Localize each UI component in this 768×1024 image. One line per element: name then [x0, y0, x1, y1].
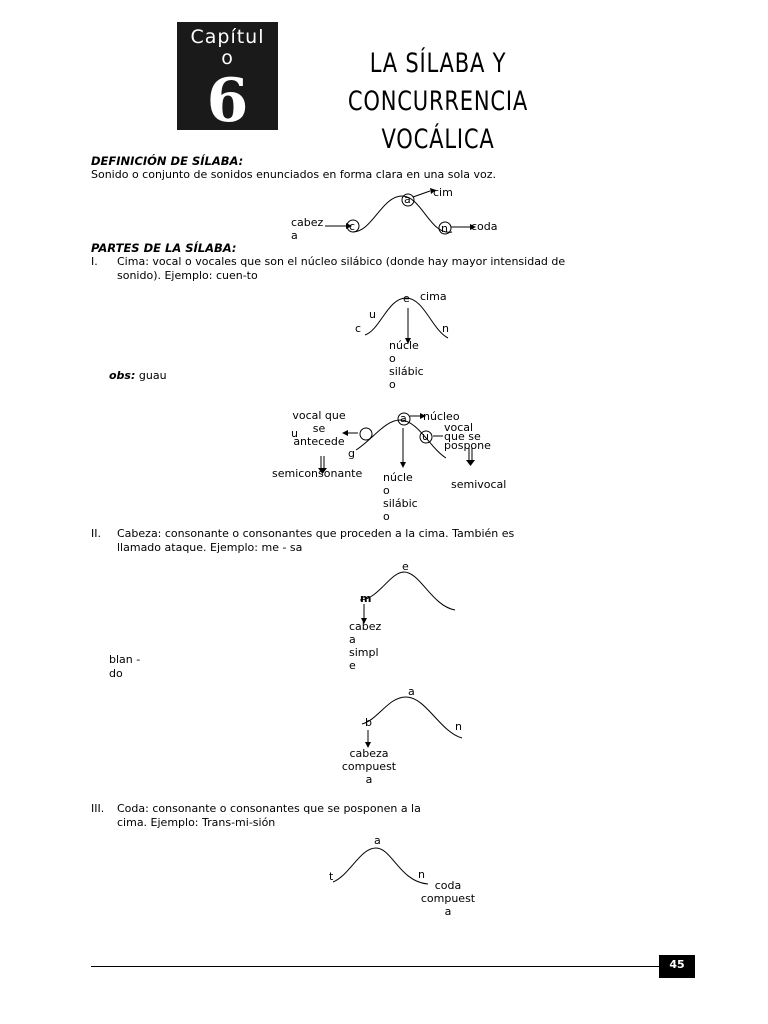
mesa-e: e [402, 560, 409, 573]
guau-a: a [400, 412, 407, 425]
chapter-number: 6 [206, 66, 249, 136]
trans-t: t [329, 870, 334, 883]
guau-u-right: u [422, 430, 429, 443]
label-cima: cim [433, 186, 453, 199]
guau-semivocal: semivocal [451, 478, 507, 491]
trans-curve [333, 848, 428, 884]
guau-semiconsonante: semiconsonante [272, 467, 363, 480]
cima-label: cima [420, 290, 447, 303]
guau-u-left: u [291, 427, 298, 440]
mesa-cabeza: cabez a simpl e [349, 620, 382, 672]
label-coda: coda [471, 220, 498, 233]
item-number: III. [91, 802, 105, 815]
item-text-coda: Coda: consonante o consonantes que se posponen a la cima. Ejemplo: Trans-mi-sión [117, 802, 421, 829]
label-a: a [404, 193, 411, 206]
item-number: I. [91, 255, 98, 268]
mesa-m: m [360, 592, 372, 605]
trans-coda: coda compuest a [420, 879, 476, 918]
blando-a: a [408, 685, 415, 698]
item-text-cabeza: Cabeza: consonante o consonantes que proceden a la cima. También es llamado ataque. Ejemplo: me - sa [117, 527, 515, 554]
parts-heading: PARTES DE LA SÍLABA: [91, 241, 237, 255]
cima-u: u [369, 308, 376, 321]
item-number: II. [91, 527, 101, 540]
mesa-curve [360, 572, 455, 610]
label-n: n [441, 222, 448, 235]
definition-heading: DEFINICIÓN DE SÍLABA: [91, 154, 244, 168]
blando-example: blan - do [109, 653, 141, 680]
cima-n: n [442, 322, 449, 335]
blando-cabeza: cabeza compuest a [341, 747, 397, 786]
trans-a: a [374, 834, 381, 847]
label-c: c [349, 220, 356, 233]
guau-nucleo-top: núcleo [423, 410, 460, 423]
item-text-cima: Cima: vocal o vocales que son el núcleo silábico (donde hay mayor intensidad de sonido). Ejemplo: cuen-to [117, 255, 566, 282]
blando-curve [362, 697, 462, 738]
blando-n: n [455, 720, 462, 733]
guau-nucleo-bottom: núcle o silábic o [383, 471, 418, 523]
cima-nucleo: núcle o silábic o [389, 339, 424, 391]
obs-text: guau [138, 369, 167, 382]
guau-vocal-pospone: vocal que se pospone [444, 421, 491, 452]
guau-vocal-antecede: vocal que se antecede [292, 409, 346, 448]
chapter-word: Capítul o [190, 26, 265, 69]
definition-text: Sonido o conjunto de sonidos enunciados en forma clara en una sola voz. [91, 168, 497, 181]
footer-rule [91, 966, 661, 967]
obs-label: obs: [109, 369, 136, 382]
obs-note [109, 369, 167, 383]
trans-n: n [418, 868, 425, 881]
cima-c: c [355, 322, 362, 335]
page-number: 45 [659, 955, 695, 978]
page-title: LA SÍLABA Y CONCURRENCIA VOCÁLICA [347, 48, 529, 155]
blando-b: b [365, 716, 372, 729]
cima-e: e [403, 292, 410, 305]
guau-g: g [348, 447, 355, 460]
label-cabeza: cabez a [291, 216, 324, 242]
